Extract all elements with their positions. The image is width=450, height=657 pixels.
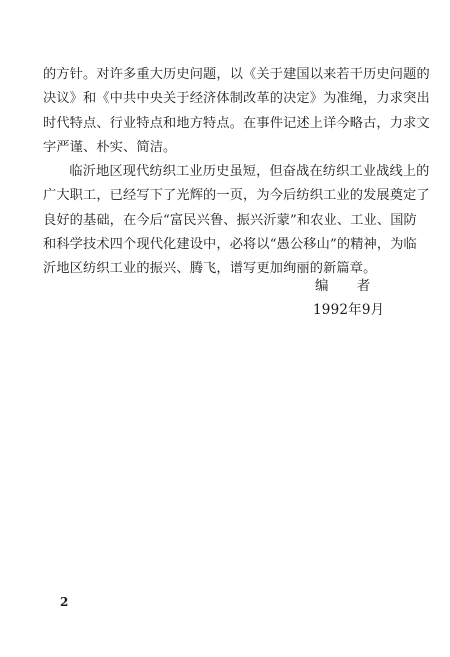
text-line: 良好的基础，在今后“富民兴鲁、振兴沂蒙”和农业、工业、国防 [43,212,417,228]
text-line: 和科学技术四个现代化建设中，必将以“愚公移山”的精神，为临 [43,237,417,253]
paragraph-second [43,160,430,281]
signature-block [313,274,423,322]
signature-date: 1992年9月 [313,302,385,318]
text-line: 沂地区纺织工业的振兴、腾飞，谱写更加绚丽的新篇章。 [43,261,377,277]
text-line: 字严谨、朴实、简洁。 [43,139,177,155]
body-text [43,63,430,282]
text-line: 临沂地区现代纺织工业历史虽短，但奋战在纺织工业战线上的 [69,164,430,180]
paragraph-continuation [43,63,430,160]
text-line: 的方针。对许多重大历史问题，以《关于建国以来若干历史问题的 [43,67,430,82]
page-number: 2 [60,595,69,609]
author-signature: 编 者 [315,278,383,294]
text-line: 广大职工，已经写下了光辉的一页，为今后纺织工业的发展奠定了 [43,188,430,204]
text-line: 决议》和《中共中央关于经济体制改革的决定》为准绳，力求突出 [43,91,430,107]
text-line: 时代特点、行业特点和地方特点。在事件记述上详今略古，力求文 [43,115,430,131]
